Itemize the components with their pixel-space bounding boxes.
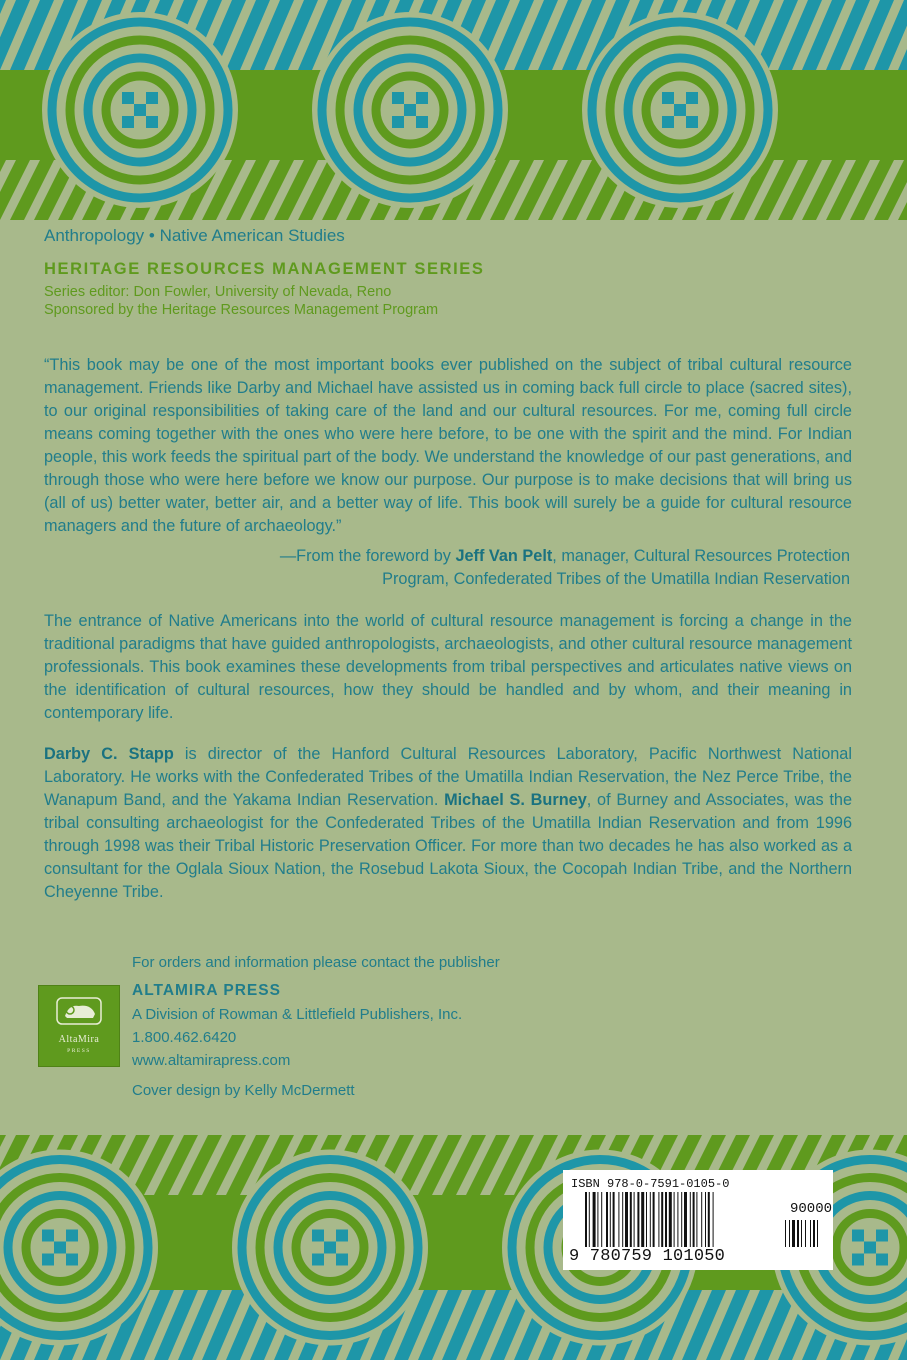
ram-icon [39,986,119,1036]
publisher-phone: 1.800.462.6420 [132,1029,237,1046]
author1-name: Darby C. Stapp [44,745,174,763]
publisher-contact: For orders and information please contact the publisher [132,954,500,971]
publisher-name: ALTAMIRA PRESS [132,982,281,999]
series-title: HERITAGE RESOURCES MANAGEMENT SERIES [44,260,485,278]
attrib-prefix: —From the foreword by [279,547,456,565]
quote-attribution [280,545,850,591]
foreword-quote: “This book may be one of the most important books ever published on the subject of tribal cultural resource management. Friends like Darby and Michael have assisted us in coming back full circle to place (sacred sites), to our original responsibilities of taking care of the land and our cultural resources. For me, coming full circle means coming together with the ones who were here before, to be one with the spirit and the mind. For Indian people, this work feeds the spiritual part of the body. We understand the knowledge of our past generations, and through those who were here before we know our purpose. Our purpose is to make decisions that will bring us (all of us) better water, better air, and a better way of life. This book will surely be a guide for cultural resource managers and the future of archaeology.” [44,356,852,535]
price-code: 90000 [790,1201,833,1217]
isbn-label: ISBN 978-0-7591-0105-0 [571,1177,730,1191]
book-description: The entrance of Native Americans into the world of cultural resource management is forcing a change in the traditional paradigms that have guided anthropologists, archaeologists, and other cultural resource management professionals. This book examines these developments from tribal perspectives and articulates native views on the identification of cultural resources, how they should be handled and by whom, and their meaning in contemporary life. [44,612,852,722]
publisher-logo [38,985,120,1067]
logo-brand: AltaMira [58,1034,100,1045]
author2-name: Michael S. Burney [444,791,587,809]
attrib-name: Jeff Van Pelt [455,547,553,565]
series-editor: Series editor: Don Fowler, University of Nevada, Reno [44,284,392,300]
series-sponsor: Sponsored by the Heritage Resources Management Program [44,302,439,318]
author-bios [44,743,852,904]
publisher-website[interactable]: www.altamirapress.com [132,1052,291,1069]
logo-sub: PRESS [67,1048,91,1054]
publisher-division: A Division of Rowman & Littlefield Publishers, Inc. [132,1006,463,1023]
isbn-barcode [563,1170,833,1270]
top-decorative-band [0,0,907,220]
attrib-line2: Program, Confederated Tribes of the Umatilla Indian Reservation [382,570,850,588]
cover-credit: Cover design by Kelly McDermett [132,1082,355,1099]
author2-bio: , of Burney and Associates, was the tribal consulting archaeologist for the Confederated Tribes of the Umatilla Indian Reservation and from 1996 through 1998 was their Tribal Historic Preservation Officer. For more than two decades he has also worked as a consultant for the Oglala Sioux Nation, the Rosebud Lakota Sioux, the Cocopah Indian Tribe, and the Northern Cheyenne Tribe. [44,791,853,901]
spiral-pattern [0,0,907,220]
attrib-suffix: , manager, Cultural Resources Protection [552,547,850,565]
author1-bio: is director of the Hanford Cultural Resources Laboratory, Pacific Northwest National Laboratory. He works with the Confederated Tribes of the Umatilla Indian Reservation, the Nez Perce Tribe, the Wanapum Band, and the Yakama Indian Reservation. [44,745,852,809]
barcode-digits: 9 780759 101050 [569,1247,726,1266]
subject-categories: Anthropology • Native American Studies [44,226,345,245]
